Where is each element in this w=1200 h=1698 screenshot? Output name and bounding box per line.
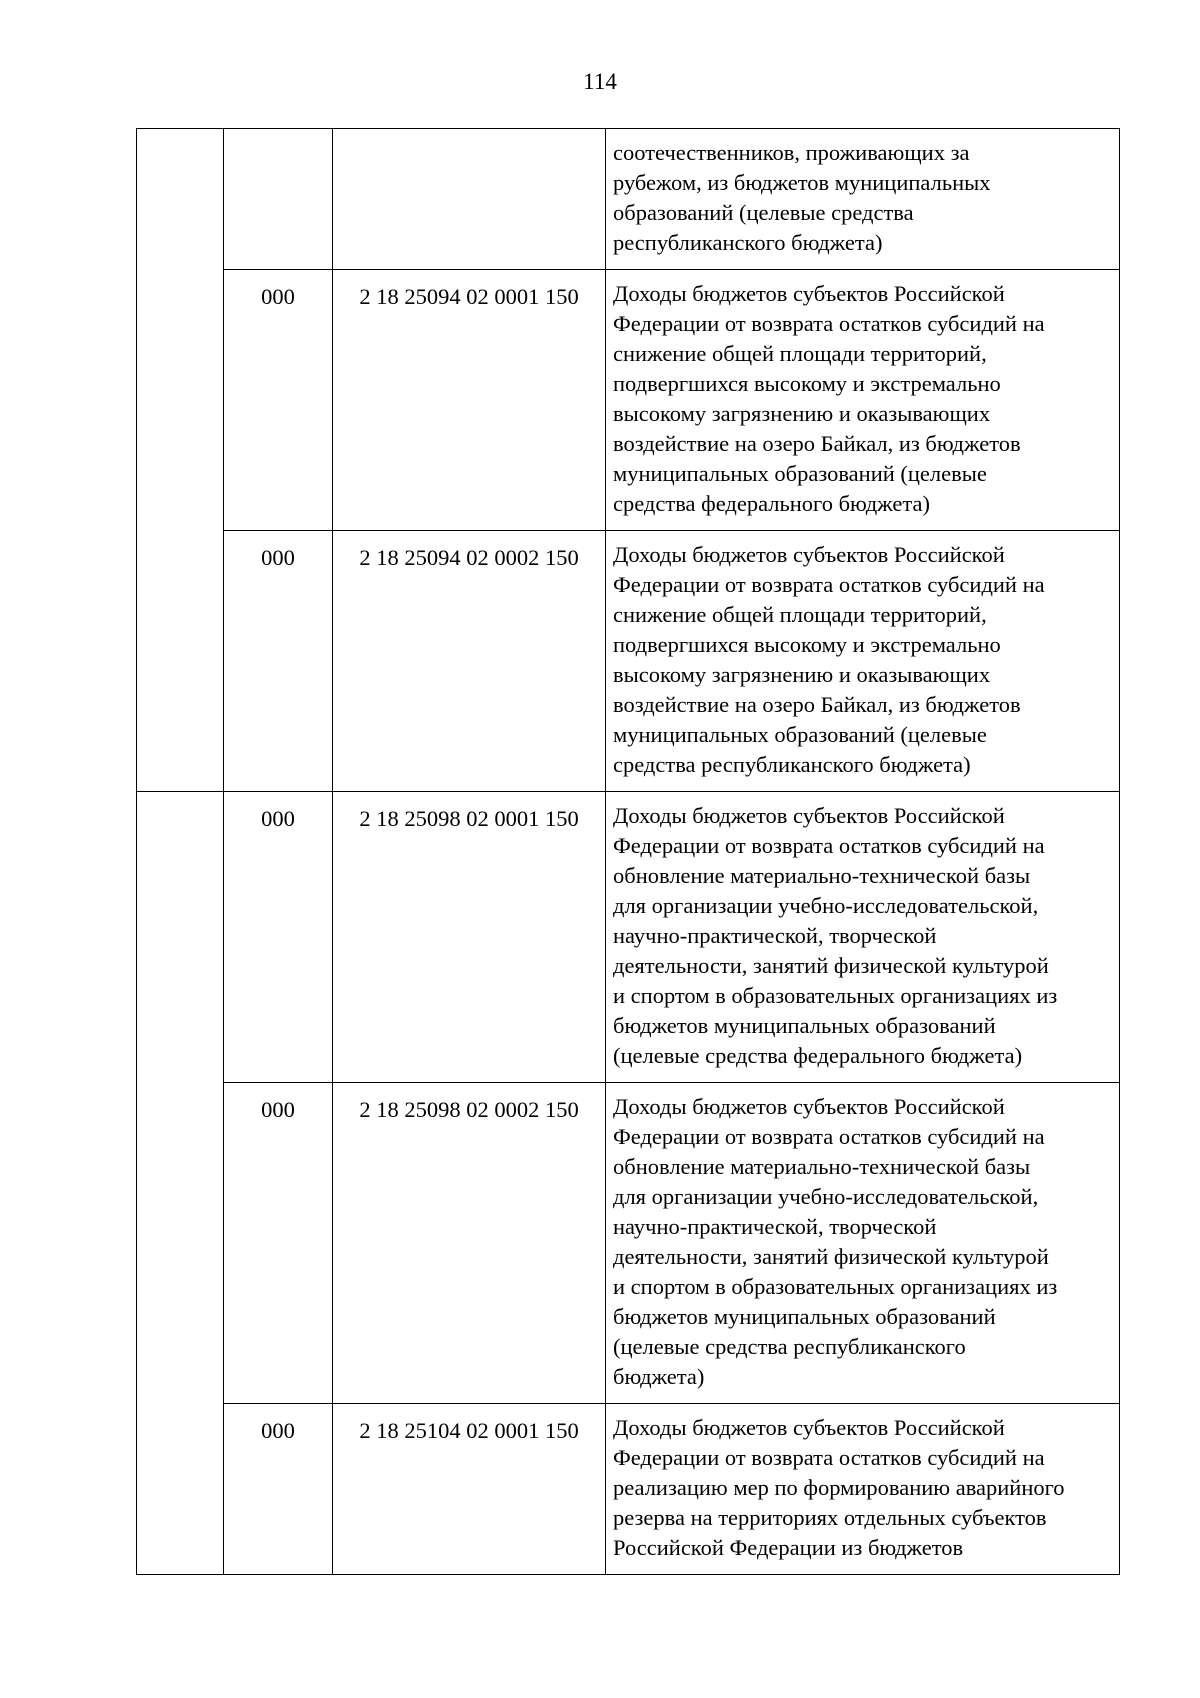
description-line: реализацию мер по формированию аварийного [613,1475,1065,1500]
budget-code-table [136,128,1120,1575]
admin-code-cell: 000 [224,531,333,792]
description-line: Федерации от возврата остатков субсидий на [613,311,1045,336]
budget-code-cell: 2 18 25098 02 0001 150 [333,792,606,1083]
description-line: подвергшихся высокому и экстремально [613,632,1001,657]
description-line: бюджетов муниципальных образований [613,1013,996,1038]
description-line: Доходы бюджетов субъектов Российской [613,1094,1005,1119]
description-line: Доходы бюджетов субъектов Российской [613,803,1005,828]
group-cell [137,792,224,1575]
description-line: соотечественников, проживающих за [613,140,970,165]
description-line: и спортом в образовательных организациях из [613,983,1058,1008]
description-cell [606,1083,1120,1404]
admin-code-cell: 000 [224,270,333,531]
table-row [137,129,1120,270]
description-line: для организации учебно-исследовательской, [613,893,1039,918]
description-line: муниципальных образований (целевые [613,461,987,486]
description-line: резерва на территориях отдельных субъектов [613,1505,1047,1530]
description-line: Федерации от возврата остатков субсидий на [613,833,1045,858]
description-line: бюджетов муниципальных образований [613,1304,996,1329]
admin-code-cell: 000 [224,1404,333,1575]
group-cell [137,129,224,792]
description-line: воздействие на озеро Байкал, из бюджетов [613,692,1021,717]
description-line: воздействие на озеро Байкал, из бюджетов [613,431,1021,456]
description-line: Федерации от возврата остатков субсидий на [613,1445,1045,1470]
description-line: бюджета) [613,1364,705,1389]
description-line: подвергшихся высокому и экстремально [613,371,1001,396]
budget-code-cell: 2 18 25098 02 0002 150 [333,1083,606,1404]
table-row [137,1404,1120,1575]
description-line: снижение общей площади территорий, [613,341,987,366]
description-line: обновление материально-технической базы [613,1154,1031,1179]
description-line: (целевые средства республиканского [613,1334,966,1359]
table-row [137,531,1120,792]
description-line: муниципальных образований (целевые [613,722,987,747]
description-cell [606,270,1120,531]
table-row [137,792,1120,1083]
description-line: Федерации от возврата остатков субсидий на [613,572,1045,597]
page-number: 114 [583,69,617,94]
budget-code-cell: 2 18 25104 02 0001 150 [333,1404,606,1575]
description-line: республиканского бюджета) [613,230,883,255]
description-cell [606,792,1120,1083]
admin-code-cell: 000 [224,1083,333,1404]
description-line: средства республиканского бюджета) [613,752,971,777]
description-line: и спортом в образовательных организациях из [613,1274,1058,1299]
description-line: снижение общей площади территорий, [613,602,987,627]
description-line: Доходы бюджетов субъектов Российской [613,542,1005,567]
description-line: научно-практической, творческой [613,1214,937,1239]
description-cell [606,129,1120,270]
description-line: средства федерального бюджета) [613,491,930,516]
description-line: научно-практической, творческой [613,923,937,948]
admin-code-cell: 000 [224,792,333,1083]
table-row [137,1083,1120,1404]
description-line: для организации учебно-исследовательской, [613,1184,1039,1209]
description-line: деятельности, занятий физической культурой [613,953,1049,978]
description-line: Российской Федерации из бюджетов [613,1535,964,1560]
description-cell [606,1404,1120,1575]
table-row [137,270,1120,531]
description-line: Федерации от возврата остатков субсидий на [613,1124,1045,1149]
description-line: обновление материально-технической базы [613,863,1031,888]
description-line: высокому загрязнению и оказывающих [613,401,991,426]
description-line: образований (целевые средства [613,200,914,225]
description-line: деятельности, занятий физической культурой [613,1244,1049,1269]
admin-code-cell [224,129,333,270]
description-line: высокому загрязнению и оказывающих [613,662,991,687]
budget-code-cell: 2 18 25094 02 0002 150 [333,531,606,792]
budget-code-cell [333,129,606,270]
budget-code-cell: 2 18 25094 02 0001 150 [333,270,606,531]
description-line: рубежом, из бюджетов муниципальных [613,170,991,195]
description-cell [606,531,1120,792]
description-line: Доходы бюджетов субъектов Российской [613,1415,1005,1440]
description-line: Доходы бюджетов субъектов Российской [613,281,1005,306]
description-line: (целевые средства федерального бюджета) [613,1043,1023,1068]
